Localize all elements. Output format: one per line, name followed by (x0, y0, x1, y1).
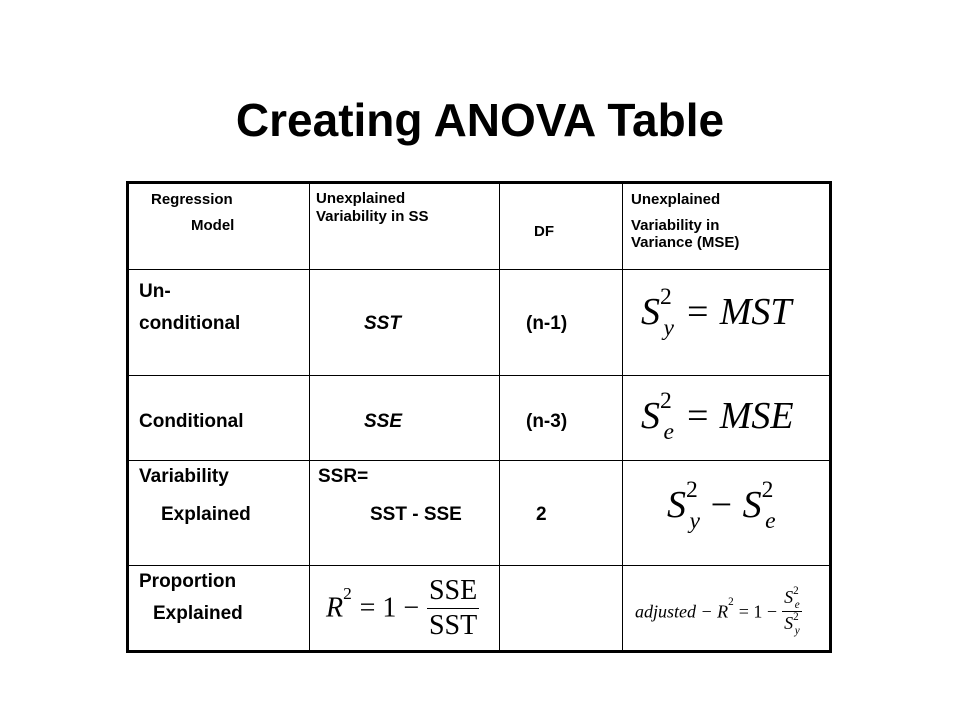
label-conditional: conditional (139, 313, 241, 334)
anova-table (126, 181, 832, 653)
cell-proportion-label (128, 566, 310, 652)
row-explained (128, 461, 831, 566)
adj-sup: 2 (728, 596, 734, 609)
cell-r2-formula (310, 566, 500, 652)
label-un: Un- (139, 281, 171, 302)
header-df (500, 183, 623, 270)
r2-numerator: SSE (427, 574, 479, 609)
label-conditional-row: Conditional (139, 411, 244, 432)
formula-a-symbol: S (667, 484, 686, 526)
formula-rhs: = MSE (684, 395, 794, 437)
header-df-label: DF (534, 223, 554, 240)
label-proportion: Proportion (139, 571, 237, 592)
adj-num-sup: 2 (793, 584, 799, 597)
adj-prefix: adjusted − R (635, 601, 729, 622)
adj-eq: = 1 − (738, 601, 778, 622)
r2-eq: = 1 − (359, 592, 420, 624)
formula-b-sup: 2 (761, 476, 774, 503)
row-conditional (128, 376, 831, 461)
adj-den-symbol: S (784, 613, 794, 633)
formula-sy2-minus-se2 (667, 476, 776, 534)
formula-sup: 2 (660, 283, 672, 310)
formula-se2-mse (641, 387, 794, 445)
header-ss-line2: Variability in SS (316, 208, 429, 225)
ss-ssr: SSR= (318, 466, 369, 487)
cell-conditional-formula (623, 376, 831, 461)
label-proportion-explained: Explained (153, 603, 243, 624)
formula-sup: 2 (660, 387, 672, 414)
header-regression-model (128, 183, 310, 270)
cell-explained-formula (623, 461, 831, 566)
cell-explained-df (500, 461, 623, 566)
label-explained: Explained (161, 504, 251, 525)
formula-op: − (710, 484, 732, 526)
header-mse-line2: Variability in (631, 217, 720, 234)
ss-sse: SSE (364, 411, 403, 432)
adj-num-symbol: S (784, 587, 794, 607)
adj-numerator (782, 586, 802, 612)
row-unconditional (128, 270, 831, 376)
cell-conditional-ss (310, 376, 500, 461)
row-proportion (128, 566, 831, 652)
formula-rhs: = MST (684, 291, 792, 333)
cell-explained-ss (310, 461, 500, 566)
cell-proportion-df-empty (500, 566, 623, 652)
formula-b-symbol: S (742, 484, 762, 526)
adj-den-sup: 2 (793, 610, 799, 623)
label-variability: Variability (139, 466, 229, 487)
cell-unconditional-formula (623, 270, 831, 376)
adj-fraction (782, 586, 802, 637)
cell-conditional-label (128, 376, 310, 461)
r2-denominator: SST (428, 610, 478, 641)
adj-num-sub: e (794, 599, 800, 612)
cell-conditional-df (500, 376, 623, 461)
header-model-line2: Model (191, 217, 235, 234)
header-model-line1: Regression (151, 191, 233, 208)
header-unexplained-ss (310, 183, 500, 270)
cell-unconditional-label (128, 270, 310, 376)
header-mse-line1: Unexplained (631, 191, 721, 208)
header-mse-line3: Variance (MSE) (631, 234, 740, 251)
df-two: 2 (536, 504, 547, 525)
header-ss-line1: Unexplained (316, 190, 406, 207)
ss-sst-minus-sse: SST - SSE (370, 504, 462, 525)
formula-r2 (326, 574, 479, 643)
df-n-minus-1: (n-1) (526, 313, 568, 334)
formula-sub: e (663, 418, 674, 445)
cell-unconditional-ss (310, 270, 500, 376)
cell-explained-label (128, 461, 310, 566)
df-n-minus-3: (n-3) (526, 411, 568, 432)
ss-sst: SST (364, 313, 401, 334)
cell-unconditional-df (500, 270, 623, 376)
formula-symbol: S (641, 395, 660, 437)
formula-b-sub: e (765, 507, 776, 534)
formula-sub: y (663, 314, 674, 341)
formula-a-sub: y (689, 507, 700, 534)
r2-symbol: R (326, 592, 344, 624)
adj-denominator (782, 612, 802, 637)
r2-sup: 2 (343, 583, 352, 603)
formula-sy2-mst (641, 283, 792, 341)
formula-symbol: S (641, 291, 660, 333)
formula-adjusted-r2 (635, 586, 802, 637)
header-unexplained-mse (623, 183, 831, 270)
r2-fraction (427, 574, 479, 643)
cell-adjusted-r2-formula (623, 566, 831, 652)
formula-a-sup: 2 (686, 476, 698, 503)
adj-den-sub: y (794, 625, 800, 638)
header-row (128, 183, 831, 270)
slide-title: Creating ANOVA Table (235, 94, 725, 146)
